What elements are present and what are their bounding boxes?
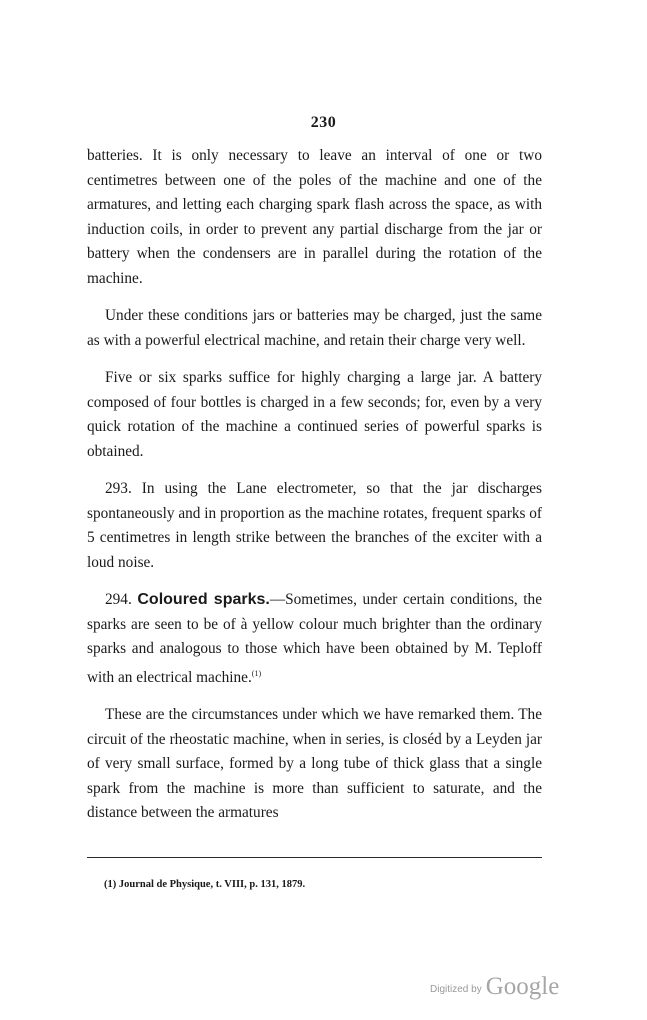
google-logo: Google [485,973,560,1000]
section-number: 294. [105,591,132,608]
body-text [87,144,542,839]
paragraph-continuation: batteries. It is only necessary to leave an interval of one or two centimetres between one of the poles of the machine and one of the armatures, and letting each charging spark flash across the space, as with induction coils, in order to prevent any partial discharge from the jar or battery when the condensers are in parallel during the rotation of the machine. [87,147,542,287]
section-body: —Sometimes, under certain conditions, the sparks are seen to be of à yellow colour much brighter than the ordinary sparks and analogous to those which have been obtained by M. Teploff with an electrical machine. [87,591,542,686]
footnote: (1) Journal de Physique, t. VIII, p. 131, 1879. [104,879,306,890]
digitized-watermark [430,973,559,1001]
footnote-divider [87,857,542,858]
paragraph-charging-conditions: Under these conditions jars or batteries may be charged, just the same as with a powerful electrical machine, and retain their charge very well. [87,307,542,349]
watermark-prefix: Digitized by [430,984,482,995]
section-heading: Coloured sparks. [137,591,270,608]
paragraph-293-lane-electrometer: 293. In using the Lane electrometer, so that the jar discharges spontaneously and in proportion as the machine rotates, frequent sparks of 5 centimetres in length strike between the branches of the exciter with a loud noise. [87,480,542,571]
paragraph-circumstances: These are the circumstances under which we have remarked them. The circuit of the rheostatic machine, when in series, is closéd by a Leyden jar of very small surface, formed by a long tube of thick glass that a single spark from the machine is more than sufficient to saturate, and the distance between the armatures [87,706,542,822]
paragraph-294-coloured-sparks [87,588,542,690]
paragraph-sparks-suffice: Five or six sparks suffice for highly charging a large jar. A battery composed of four bottles is charged in a few seconds; for, even by a very quick rotation of the machine a continued series of powerful sparks is obtained. [87,369,542,460]
page-number: 230 [310,114,337,131]
footnote-reference: (1) [251,668,262,678]
